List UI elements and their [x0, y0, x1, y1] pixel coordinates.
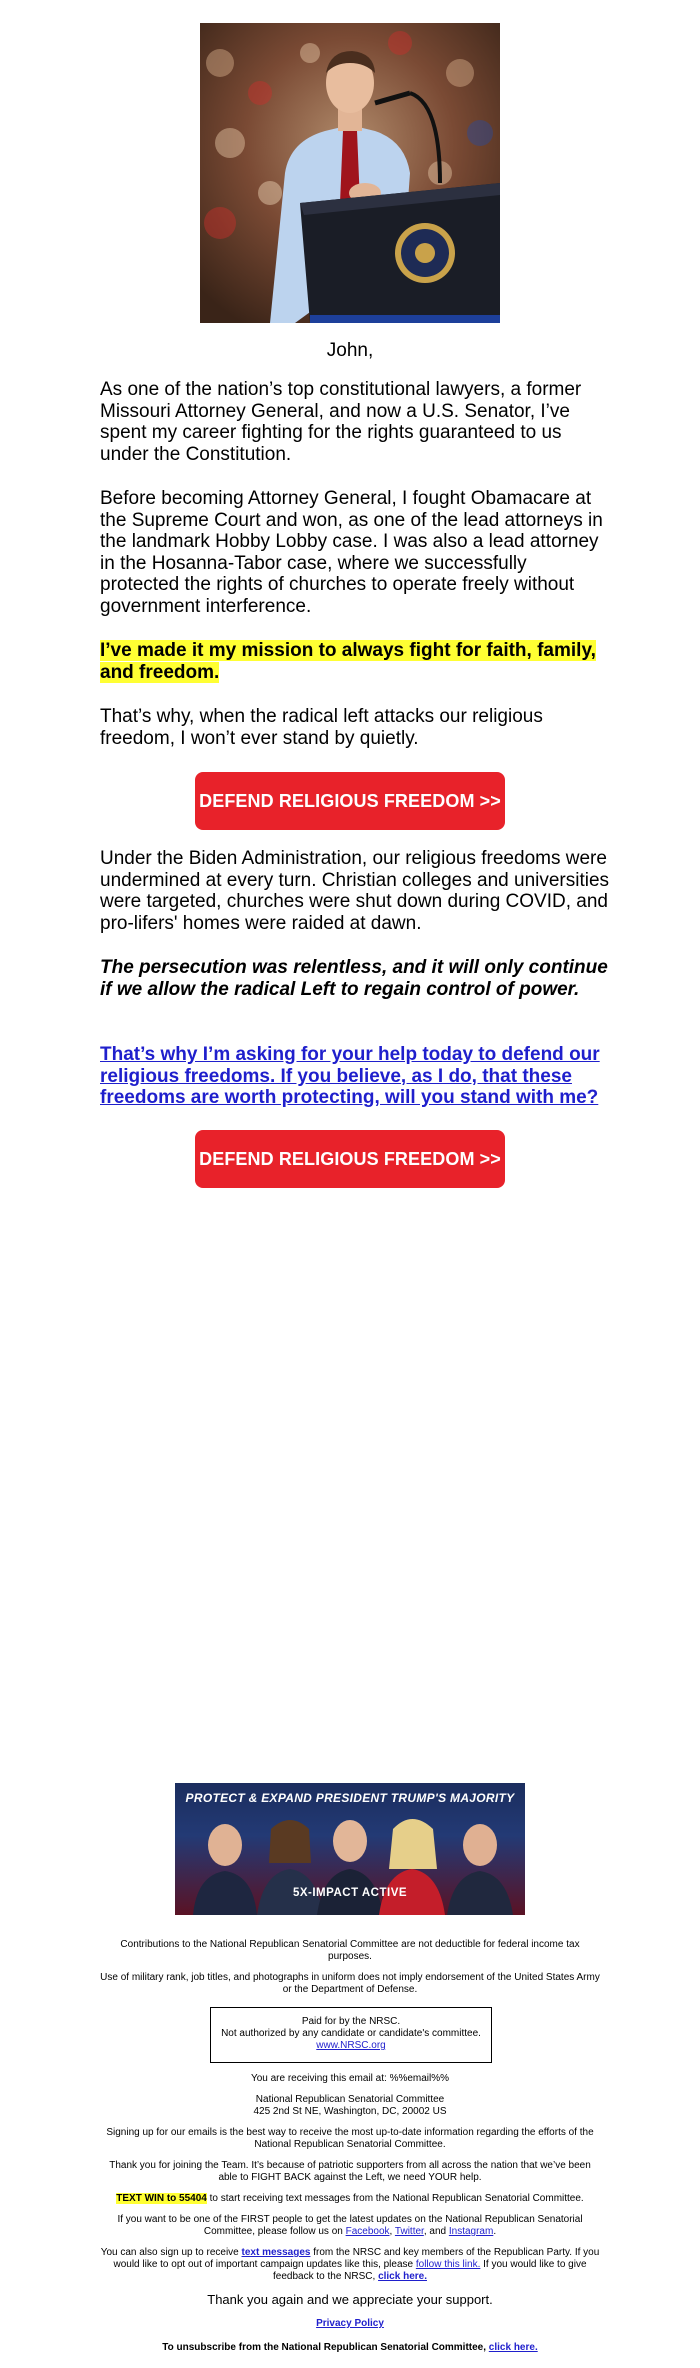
org-address: 425 2nd St NE, Washington, DC, 20002 US [253, 2106, 447, 2117]
privacy-line [100, 2318, 600, 2330]
feedback-link[interactable]: click here. [378, 2271, 427, 2282]
mission-paragraph [100, 640, 610, 683]
biden-paragraph: Under the Biden Administration, our religious freedoms were undermined at every turn. Christian colleges and universities were targeted, churches were shut down during COVID, and pro-lifers' homes were raided at dawn. [100, 848, 610, 934]
defend-freedom-button-2[interactable]: DEFEND RELIGIOUS FREEDOM >> [195, 1130, 505, 1188]
majority-banner[interactable] [175, 1783, 525, 1915]
social-follow: If you want to be one of the FIRST people to get the latest updates on the National Republican Senatorial Committee, please follow us on Facebook, Twitter, and Instagram. [117, 2214, 583, 2237]
thank-you-line: Thank you again and we appreciate your support. [207, 2292, 493, 2307]
privacy-policy-link[interactable]: Privacy Policy [316, 2318, 384, 2329]
signup-text-messages: You can also sign up to receive text messages from the NRSC and key members of the Republican Party. If you would like to opt out of important campaign updates like this, please follow this link. If you would like to give feedback to the NRSC, click here. [100, 2247, 600, 2282]
not-authorized: Not authorized by any candidate or candidate's committee. [221, 2028, 481, 2039]
defend-freedom-button[interactable]: DEFEND RELIGIOUS FREEDOM >> [195, 772, 505, 830]
instagram-link[interactable]: Instagram [448, 2226, 494, 2237]
text-messages-link[interactable]: text messages [241, 2247, 311, 2258]
text-win-code: TEXT WIN to 55404 [116, 2193, 207, 2204]
twitter-link[interactable]: Twitter [394, 2226, 424, 2237]
appeal-paragraph [100, 1044, 610, 1109]
org-name: National Republican Senatorial Committee [255, 2094, 445, 2105]
persecution-paragraph: The persecution was relentless, and it will only continue if we allow the radical Left to regain control of power. [100, 957, 608, 1000]
receiving-email: You are receiving this email at: %%email%% [250, 2073, 450, 2084]
facebook-link[interactable]: Facebook [345, 2226, 390, 2237]
paid-for-box [210, 2007, 492, 2063]
nrsc-website-link[interactable]: www.NRSC.org [316, 2040, 386, 2051]
stand-paragraph: That’s why, when the radical left attacks our religious freedom, I won’t ever stand by quietly. [100, 706, 543, 749]
text-win-line: TEXT WIN to 55404 to start receiving text messages from the National Republican Senatorial Committee. [116, 2193, 584, 2204]
unsubscribe-line: To unsubscribe from the National Republican Senatorial Committee, click here. [162, 2342, 538, 2353]
paid-by: Paid for by the NRSC. [301, 2016, 401, 2027]
mission-highlight: I’ve made it my mission to always fight for faith, family, and freedom. [100, 640, 596, 683]
hero-photo [200, 23, 500, 323]
signup-notice: Signing up for our emails is the best way to receive the most up-to-date information regarding the efforts of the National Republican Senatorial Committee. [106, 2127, 594, 2150]
intro-paragraph: As one of the nation’s top constitutional lawyers, a former Missouri Attorney General, and now a U.S. Senator, I’ve spent my career fighting for the rights guaranteed to us under the Constitution. [100, 379, 582, 465]
contributions-notice: Contributions to the National Republican Senatorial Committee are not deductible for federal income tax purposes. [120, 1939, 580, 1962]
appeal-link[interactable]: That’s why I’m asking for your help today to defend our religious freedoms. If you believe, as I do, that these freedoms are worth protecting, will you stand with me? [100, 1044, 600, 1109]
unsubscribe-link[interactable]: click here. [488, 2342, 538, 2353]
background-paragraph: Before becoming Attorney General, I fought Obamacare at the Supreme Court and won, as one of the lead attorneys in the landmark Hobby Lobby case. I was also a lead attorney in the Hosanna-Tabor case, where we successfully protected the rights of churches to operate freely without government interference. [100, 488, 603, 617]
banner-title: PROTECT & EXPAND PRESIDENT TRUMP'S MAJORITY [185, 1791, 515, 1805]
banner-subtitle: 5X-IMPACT ACTIVE [292, 1887, 408, 1899]
military-notice: Use of military rank, job titles, and photographs in uniform does not imply endorsement of the United States Army or the Department of Defense. [100, 1972, 600, 1995]
opt-out-link[interactable]: follow this link. [415, 2259, 481, 2270]
thanks-team: Thank you for joining the Team. It’s because of patriotic supporters from all across the nation that we’ve been able to FIGHT BACK against the Left, we need YOUR help. [109, 2160, 591, 2183]
greeting: John, [326, 340, 374, 361]
